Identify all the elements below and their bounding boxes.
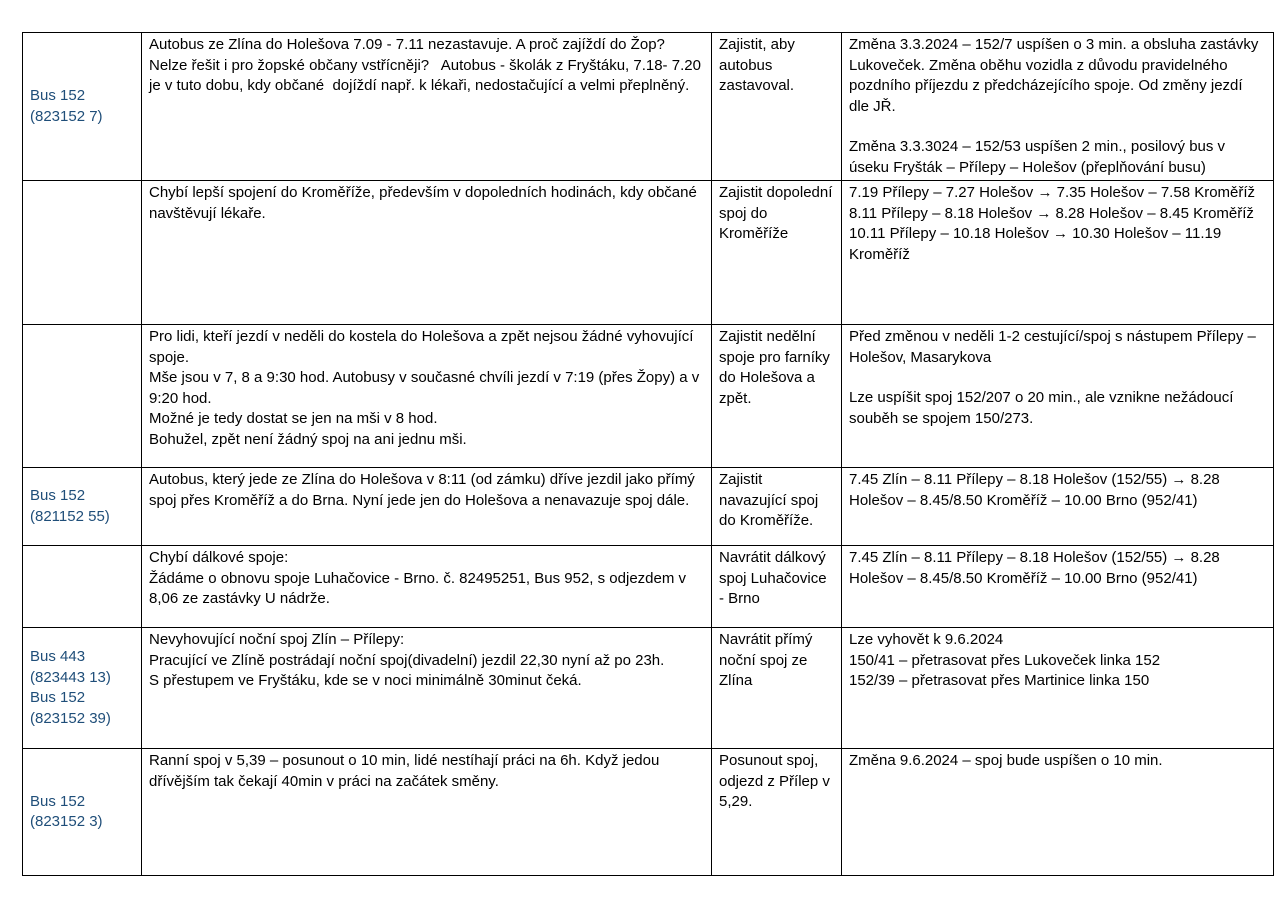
bus-line-code: (823152 7) bbox=[30, 107, 103, 125]
table-row bbox=[23, 181, 1274, 325]
table-row bbox=[23, 468, 1274, 546]
response-paragraph: 7.19 Přílepy – 7.27 Holešov → 7.35 Holešov – 7.58 Kroměříž 8.11 Přílepy – 8.18 Holešov → 8.28 Holešov – 8.45 Kroměříž 10.11 Přílepy – 10.18 Holešov → 10.30 Holešov – 11.19 Kroměříž bbox=[849, 184, 1256, 263]
request-cell bbox=[712, 468, 842, 546]
response-cell bbox=[842, 33, 1274, 181]
problem-text: Autobus, který jede ze Zlína do Holešova v 8:11 (od zámku) dříve jezdil jako přímý spoj přes Kroměříž a do Brna. Nyní jede jen do Holešova a nenavazuje spoj dále. bbox=[149, 471, 699, 509]
bus-line-label: Bus 152 bbox=[30, 487, 86, 504]
bus-line-code: (823443 13) bbox=[30, 668, 111, 686]
problem-text: Autobus ze Zlína do Holešova 7.09 - 7.11 nezastavuje. A proč zajíždí do Žop? Nelze řešit i pro žopské občany vstřícněji? Autobus - školák z Fryštáku, 7.18- 7.20 je v tuto dobu, kdy občané dojíždí např. k lékaři, nedostačující a velmi přeplněný. bbox=[149, 36, 706, 94]
table-row bbox=[23, 628, 1274, 749]
table-row bbox=[23, 33, 1274, 181]
request-text: Zajistit navazující spoj do Kroměříže. bbox=[719, 471, 823, 529]
response-cell bbox=[842, 325, 1274, 468]
request-cell bbox=[712, 749, 842, 876]
bus-line-code: (823152 3) bbox=[30, 813, 103, 830]
bus-line-cell bbox=[23, 325, 142, 468]
problem-cell bbox=[142, 181, 712, 325]
problem-cell bbox=[142, 33, 712, 181]
request-text: Navrátit přímý noční spoj ze Zlína bbox=[719, 631, 817, 689]
bus-line-code: (823152 39) bbox=[30, 709, 111, 727]
bus-line-label: Bus 152 bbox=[30, 87, 86, 104]
request-cell bbox=[712, 181, 842, 325]
problem-text: Nevyhovující noční spoj Zlín – Přílepy: Pracující ve Zlíně postrádají noční spoj(divadelní) jezdil 22,30 nyní až po 23h. S přestupem ve Fryštáku, kde se v noci minimálně 30minut čeká. bbox=[149, 631, 665, 689]
requests-table-body bbox=[23, 33, 1274, 876]
problem-cell bbox=[142, 749, 712, 876]
problem-cell bbox=[142, 468, 712, 546]
response-paragraph: Před změnou v neděli 1-2 cestující/spoj s nástupem Přílepy – Holešov, Masarykova bbox=[849, 328, 1261, 366]
response-cell bbox=[842, 546, 1274, 628]
request-cell bbox=[712, 325, 842, 468]
response-cell bbox=[842, 628, 1274, 749]
response-cell bbox=[842, 749, 1274, 876]
response-paragraph: Změna 3.3.3024 – 152/53 uspíšen 2 min., posilový bus v úseku Fryšták – Přílepy – Holešov (přeplňování busu) bbox=[849, 138, 1230, 176]
table-row bbox=[23, 546, 1274, 628]
request-text: Zajistit, aby autobus zastavoval. bbox=[719, 36, 800, 94]
request-text: Posunout spoj, odjezd z Přílep v 5,29. bbox=[719, 752, 835, 810]
response-paragraph: 7.45 Zlín – 8.11 Přílepy – 8.18 Holešov (152/55) → 8.28 Holešov – 8.45/8.50 Kroměříž – 10.00 Brno (952/41) bbox=[849, 471, 1224, 509]
response-paragraph: Lze vyhovět k 9.6.2024 150/41 – přetrasovat přes Lukoveček linka 152 152/39 – přetrasovat přes Martinice linka 150 bbox=[849, 631, 1161, 689]
bus-line-cell bbox=[23, 181, 142, 325]
request-text: Zajistit dopolední spoj do Kroměříže bbox=[719, 184, 837, 242]
bus-line-cell bbox=[23, 546, 142, 628]
response-cell bbox=[842, 181, 1274, 325]
response-paragraph: 7.45 Zlín – 8.11 Přílepy – 8.18 Holešov (152/55) → 8.28 Holešov – 8.45/8.50 Kroměříž – 10.00 Brno (952/41) bbox=[849, 549, 1224, 587]
bus-line-cell bbox=[23, 628, 142, 749]
request-text: Zajistit nedělní spoje pro farníky do Holešova a zpět. bbox=[719, 328, 835, 407]
bus-line-label: Bus 443 bbox=[30, 648, 86, 665]
problem-cell bbox=[142, 546, 712, 628]
bus-line-label: Bus 152 bbox=[30, 792, 86, 810]
request-cell bbox=[712, 546, 842, 628]
table-row bbox=[23, 749, 1274, 876]
request-cell bbox=[712, 628, 842, 749]
bus-line-label: Bus 152 bbox=[30, 689, 86, 706]
problem-text: Pro lidi, kteří jezdí v neděli do kostela do Holešova a zpět nejsou žádné vyhovující spoje. Mše jsou v 7, 8 a 9:30 hod. Autobusy v současné chvíli jezdí v 7:19 (přes Žopy) a v 9:20 hod. Možné je tedy dostat se jen na mši v 8 hod. Bohužel, zpět není žádný spoj na ani jednu mši. bbox=[149, 328, 700, 448]
bus-line-cell bbox=[23, 33, 142, 181]
bus-line-cell bbox=[23, 749, 142, 876]
response-cell bbox=[842, 468, 1274, 546]
problem-text: Chybí lepší spojení do Kroměříže, především v dopoledních hodinách, kdy občané navštěvují lékaře. bbox=[149, 184, 701, 222]
request-cell bbox=[712, 33, 842, 181]
request-text: Navrátit dálkový spoj Luhačovice - Brno bbox=[719, 549, 831, 607]
response-paragraph: Změna 9.6.2024 – spoj bude uspíšen o 10 min. bbox=[849, 752, 1163, 769]
requests-table bbox=[22, 32, 1274, 876]
bus-line-cell bbox=[23, 468, 142, 546]
problem-cell bbox=[142, 325, 712, 468]
response-paragraph: Změna 3.3.2024 – 152/7 uspíšen o 3 min. a obsluha zastávky Lukoveček. Změna oběhu vozidla z důvodu pravidelného pozdního příjezdu z předcházejícího spoje. Od změny jezdí dle JŘ. bbox=[849, 36, 1263, 115]
bus-line-code: (821152 55) bbox=[30, 507, 110, 525]
problem-text: Chybí dálkové spoje: Žádáme o obnovu spoje Luhačovice - Brno. č. 82495251, Bus 952, s odjezdem v 8,06 ze zastávky U nádrže. bbox=[149, 549, 687, 607]
table-row bbox=[23, 325, 1274, 468]
problem-cell bbox=[142, 628, 712, 749]
response-paragraph: Lze uspíšit spoj 152/207 o 20 min., ale vznikne nežádoucí souběh se spojem 150/273. bbox=[849, 389, 1238, 427]
problem-text: Ranní spoj v 5,39 – posunout o 10 min, lidé nestíhají práci na 6h. Když jedou dřívějším tak čekají 40min v práci na začátek směny. bbox=[149, 752, 664, 790]
